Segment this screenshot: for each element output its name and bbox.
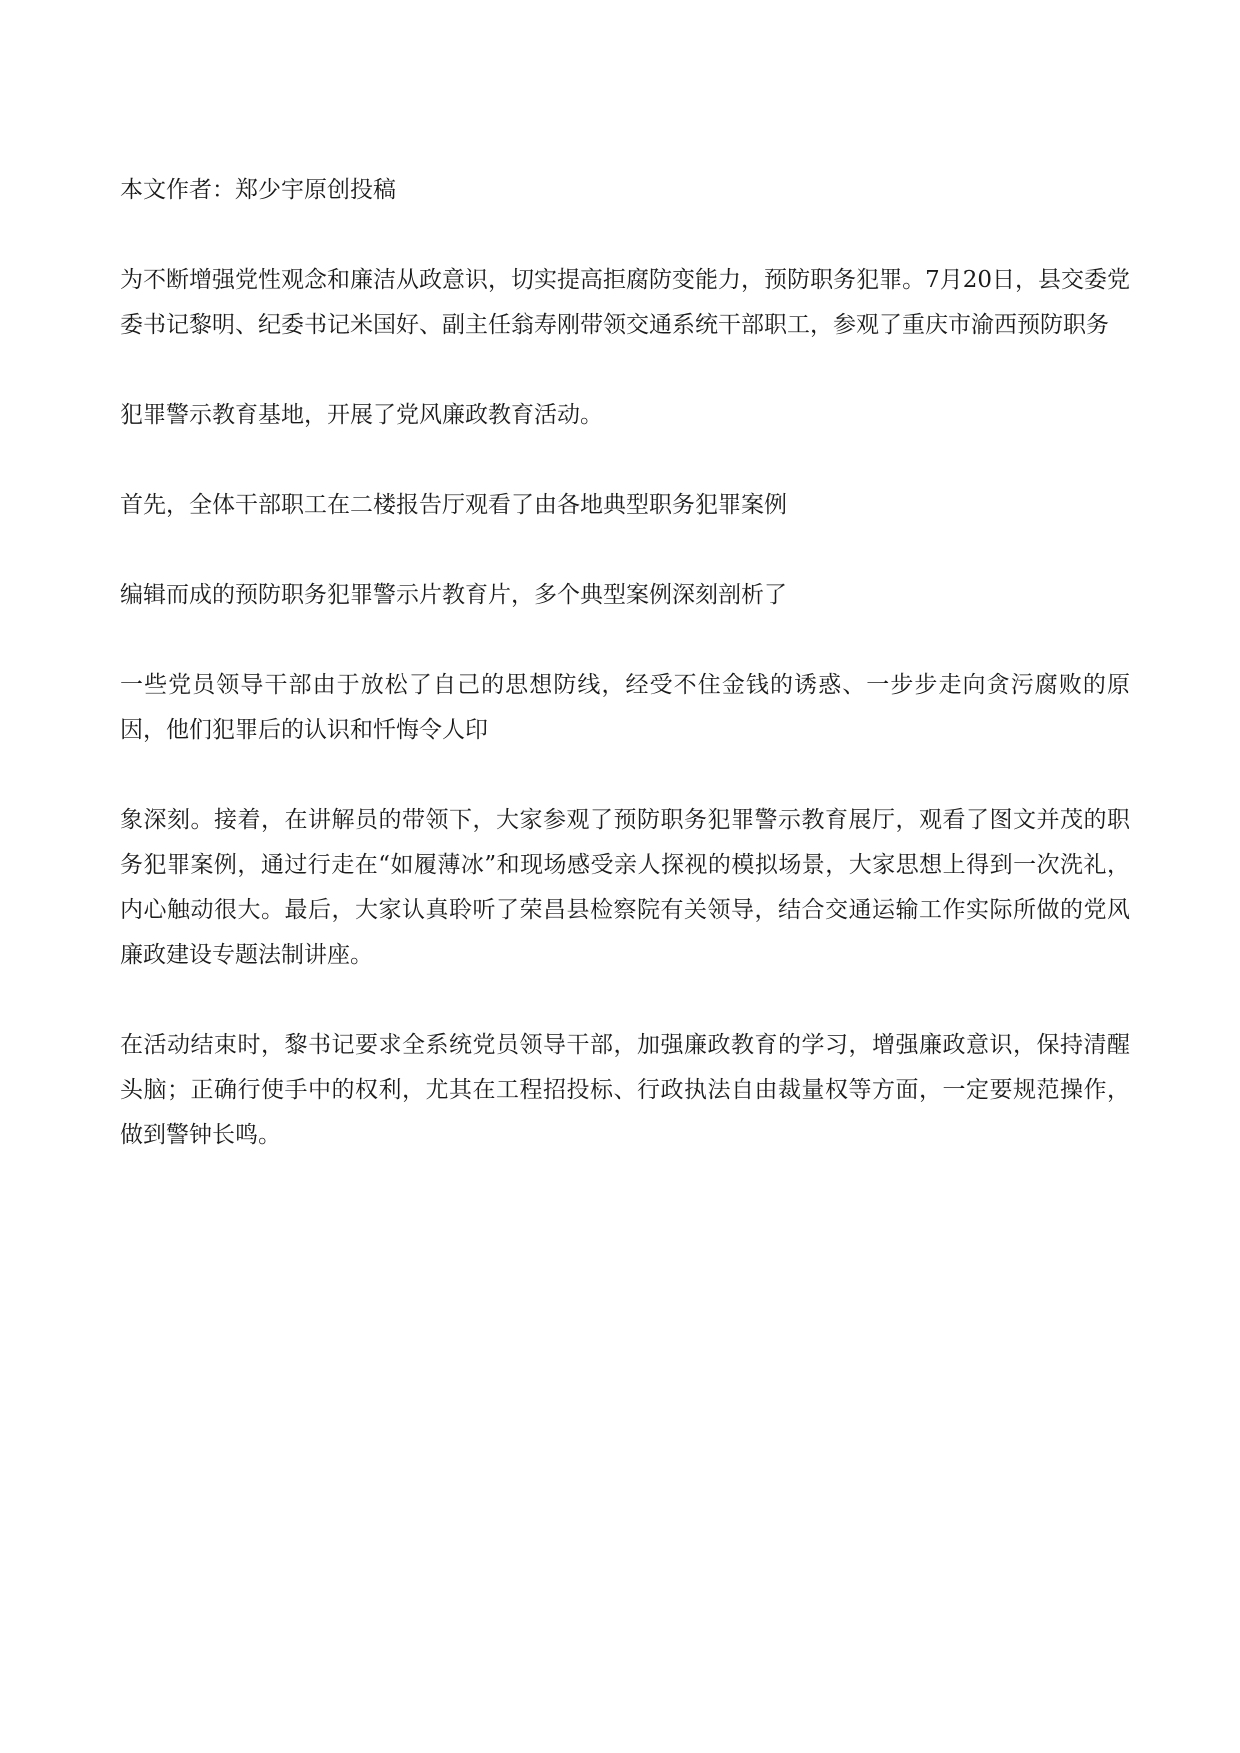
paragraph-first-continued: 编辑而成的预防职务犯罪警示片教育片，多个典型案例深刻剖析了 [120,582,787,608]
paragraph-intro-continued: 犯罪警示教育基地，开展了党风廉政教育活动。 [120,402,603,428]
paragraph-analysis: 一些党员领导干部由于放松了自己的思想防线，经受不住金钱的诱惑、一步步走向贪污腐败的原因，他们犯罪后的认识和忏悔令人印 [120,672,1130,743]
paragraph-intro: 为不断增强党性观念和廉洁从政意识，切实提高拒腐防变能力，预防职务犯罪。7月20日，县交委党委书记黎明、纪委书记米国好、副主任翁寿刚带领交通系统干部职工，参观了重庆市渝西预防职务 [120,267,1130,338]
article-body [120,168,1130,1203]
paragraph-first: 首先，全体干部职工在二楼报告厅观看了由各地典型职务犯罪案例 [120,492,787,518]
paragraph-visit: 象深刻。接着，在讲解员的带领下，大家参观了预防职务犯罪警示教育展厅，观看了图文并茂的职务犯罪案例，通过行走在“如履薄冰”和现场感受亲人探视的模拟场景，大家思想上得到一次洗礼，内心触动很大。最后，大家认真聆听了荣昌县检察院有关领导，结合交通运输工作实际所做的党风廉政建设专题法制讲座。 [120,807,1130,968]
author-line: 本文作者：郑少宇原创投稿 [120,177,396,203]
paragraph-conclusion: 在活动结束时，黎书记要求全系统党员领导干部，加强廉政教育的学习，增强廉政意识，保持清醒头脑；正确行使手中的权利，尤其在工程招投标、行政执法自由裁量权等方面，一定要规范操作，做到警钟长鸣。 [120,1032,1130,1148]
